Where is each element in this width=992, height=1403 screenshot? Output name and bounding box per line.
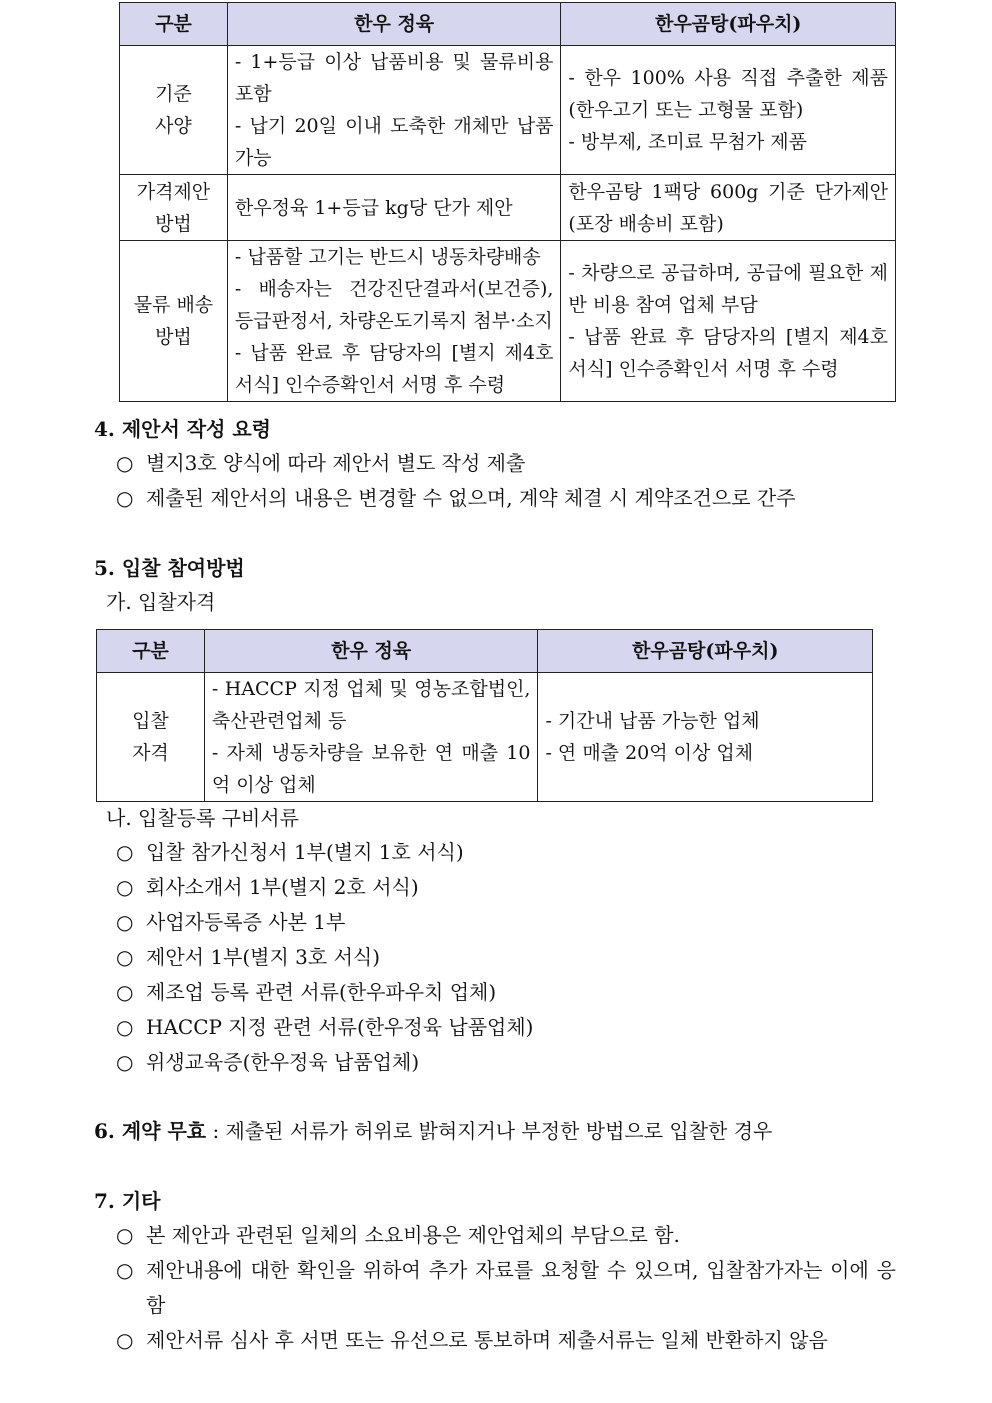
spec-table-header bbox=[120, 3, 896, 46]
section-5-title: 5. 입찰 참여방법 bbox=[94, 556, 245, 580]
list-item: ○ 입찰 참가신청서 1부(별지 1호 서식) bbox=[94, 835, 896, 870]
header-category: 구분 bbox=[97, 630, 205, 673]
beef-cell: - HACCP 지정 업체 및 영농조합법인, 축산관련업체 등 - 자체 냉동차량을 보유한 연 매출 10억 이상 업체 bbox=[204, 673, 538, 802]
section-6-text: : 제출된 서류가 허위로 밝혀지거나 부정한 방법으로 입찰한 경우 bbox=[206, 1119, 773, 1143]
header-beef: 한우 정육 bbox=[227, 3, 561, 46]
circle-bullet-icon: ○ bbox=[116, 910, 134, 934]
section-6 bbox=[94, 1114, 896, 1148]
row-category: 기준 사양 bbox=[120, 46, 228, 175]
header-category: 구분 bbox=[120, 3, 228, 46]
section-4-title: 4. 제안서 작성 요령 bbox=[94, 417, 272, 441]
circle-bullet-icon: ○ bbox=[116, 1223, 134, 1247]
subsection-a-title: 가. 입찰자격 bbox=[106, 590, 216, 614]
circle-bullet-icon: ○ bbox=[116, 875, 134, 899]
table-row bbox=[120, 46, 896, 175]
spec-table bbox=[119, 2, 896, 402]
beef-cell: - 1+등급 이상 납품비용 및 물류비용 포함 - 납기 20일 이내 도축한 개체만 납품가능 bbox=[227, 46, 561, 175]
circle-bullet-icon: ○ bbox=[116, 1015, 134, 1039]
table-row bbox=[97, 673, 873, 802]
section-5 bbox=[94, 551, 896, 619]
list-item: ○ 회사소개서 1부(별지 2호 서식) bbox=[94, 870, 896, 905]
beef-cell: 한우정육 1+등급 kg당 단가 제안 bbox=[227, 175, 561, 241]
list-item: ○ 제안내용에 대한 확인을 위하여 추가 자료를 요청할 수 있으며, 입찰참가자는 이에 응함 bbox=[94, 1253, 896, 1323]
soup-cell: 한우곰탕 1팩당 600g 기준 단가제안 (포장 배송비 포함) bbox=[561, 175, 896, 241]
circle-bullet-icon: ○ bbox=[116, 1050, 134, 1074]
header-beef: 한우 정육 bbox=[204, 630, 538, 673]
list-item: ○ 제조업 등록 관련 서류(한우파우치 업체) bbox=[94, 975, 896, 1010]
soup-cell: - 한우 100% 사용 직접 추출한 제품(한우고기 또는 고형물 포함) - 방부제, 조미료 무첨가 제품 bbox=[561, 46, 896, 175]
eligibility-table-header bbox=[97, 630, 873, 673]
subsection-b-title: 나. 입찰등록 구비서류 bbox=[106, 806, 299, 830]
section-7-title: 7. 기타 bbox=[94, 1189, 161, 1213]
list-item: ○ HACCP 지정 관련 서류(한우정육 납품업체) bbox=[94, 1010, 896, 1045]
list-item: ○ 위생교육증(한우정육 납품업체) bbox=[94, 1045, 896, 1080]
soup-cell: - 기간내 납품 가능한 업체 - 연 매출 20억 이상 업체 bbox=[538, 673, 873, 802]
section-7 bbox=[94, 1184, 896, 1358]
list-item: ○ 제안서류 심사 후 서면 또는 유선으로 통보하며 제출서류는 일체 반환하지 않음 bbox=[94, 1323, 896, 1358]
soup-cell: - 차량으로 공급하며, 공급에 필요한 제반 비용 참여 업체 부담 - 납품 완료 후 담당자의 [별지 제4호 서식] 인수증확인서 서명 후 수령 bbox=[561, 241, 896, 402]
list-item: ○ 별지3호 양식에 따라 제안서 별도 작성 제출 bbox=[94, 446, 896, 481]
table-row bbox=[120, 241, 896, 402]
row-category: 가격제안 방법 bbox=[120, 175, 228, 241]
row-category: 입찰 자격 bbox=[97, 673, 205, 802]
section-6-title: 6. 계약 무효 bbox=[94, 1119, 207, 1143]
circle-bullet-icon: ○ bbox=[116, 1258, 134, 1282]
section-5-documents bbox=[94, 801, 896, 1080]
beef-cell: - 납품할 고기는 반드시 냉동차량배송 - 배송자는 건강진단결과서(보건증), 등급판정서, 차량온도기록지 첨부·소지 - 납품 완료 후 담당자의 [별지 제4호 서식] 인수증확인서 서명 후 수령 bbox=[227, 241, 561, 402]
list-item: ○ 사업자등록증 사본 1부 bbox=[94, 905, 896, 940]
table-row bbox=[120, 175, 896, 241]
circle-bullet-icon: ○ bbox=[116, 451, 134, 475]
list-item: ○ 제출된 제안서의 내용은 변경할 수 없으며, 계약 체결 시 계약조건으로 간주 bbox=[94, 481, 896, 516]
header-soup: 한우곰탕(파우치) bbox=[538, 630, 873, 673]
eligibility-table bbox=[96, 629, 873, 802]
section-4 bbox=[94, 412, 896, 516]
list-item: ○ 본 제안과 관련된 일체의 소요비용은 제안업체의 부담으로 함. bbox=[94, 1218, 896, 1253]
circle-bullet-icon: ○ bbox=[116, 840, 134, 864]
circle-bullet-icon: ○ bbox=[116, 486, 134, 510]
row-category: 물류 배송 방법 bbox=[120, 241, 228, 402]
circle-bullet-icon: ○ bbox=[116, 945, 134, 969]
circle-bullet-icon: ○ bbox=[116, 980, 134, 1004]
list-item: ○ 제안서 1부(별지 3호 서식) bbox=[94, 940, 896, 975]
circle-bullet-icon: ○ bbox=[116, 1328, 134, 1352]
header-soup: 한우곰탕(파우치) bbox=[561, 3, 896, 46]
